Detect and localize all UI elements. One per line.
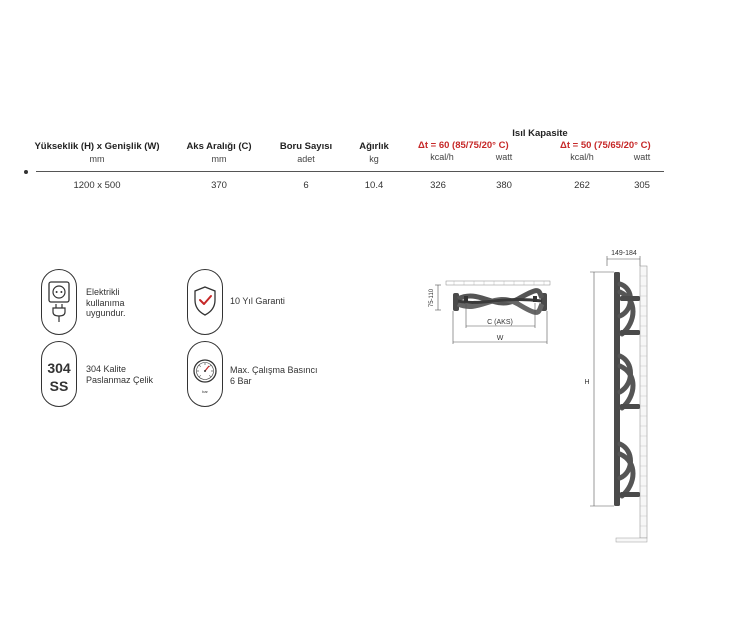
tubes-header: Boru Sayısı [279, 141, 333, 152]
warranty-text: 10 Yıl Garanti [230, 296, 285, 306]
weight-header: Ağırlık [359, 141, 389, 152]
dimensions-header: Yükseklik (H) x Genişlik (W) [34, 141, 160, 152]
dt60-kcal-unit: kcal/h [430, 152, 454, 162]
weight-value: 10.4 [364, 180, 384, 191]
dt50-header: Δt = 50 (75/65/20° C) [560, 140, 651, 151]
dimensions-unit: mm [89, 154, 105, 164]
row-bullet [24, 170, 28, 174]
axis-header: Aks Aralığı (C) [186, 141, 252, 152]
svg-text:75-110: 75-110 [429, 288, 435, 308]
weight-unit: kg [369, 154, 379, 164]
shield-check-icon [187, 269, 223, 335]
dt50-kcal-unit: kcal/h [570, 152, 594, 162]
steel-badge-icon: 304 SS [41, 341, 77, 407]
top-view-drawing [420, 276, 560, 348]
electric-icon [41, 269, 77, 335]
tubes-value: 6 [303, 180, 309, 191]
dt50-watt-value: 305 [634, 180, 650, 191]
svg-text:149-184: 149-184 [611, 250, 637, 257]
dt60-header: Δt = 60 (85/75/20° C) [418, 140, 509, 151]
dimensions-value: 1200 x 500 [73, 180, 121, 191]
dt60-kcal-value: 326 [430, 180, 446, 191]
axis-unit: mm [211, 154, 227, 164]
dt60-watt-value: 380 [496, 180, 512, 191]
dt50-kcal-value: 262 [574, 180, 590, 191]
pressure-gauge-icon [187, 341, 223, 407]
axis-value: 370 [211, 180, 227, 191]
table-divider [36, 171, 664, 172]
svg-text:C (AKS): C (AKS) [487, 319, 513, 326]
pressure-text: Max. Çalışma Basıncı 6 Bar [230, 365, 318, 386]
steel-text: 304 Kalite Paslanmaz Çelik [86, 364, 154, 385]
svg-text:W: W [496, 335, 504, 342]
tubes-unit: adet [297, 154, 315, 164]
electric-text: Elektrikli kullanıma uygundur. [86, 287, 126, 318]
dt50-watt-unit: watt [633, 152, 651, 162]
dt60-watt-unit: watt [495, 152, 513, 162]
svg-text:H: H [584, 379, 590, 386]
side-view-drawing [580, 244, 655, 544]
svg-text:bar: bar [202, 389, 208, 394]
heat-capacity-header: Isıl Kapasite [512, 128, 568, 139]
